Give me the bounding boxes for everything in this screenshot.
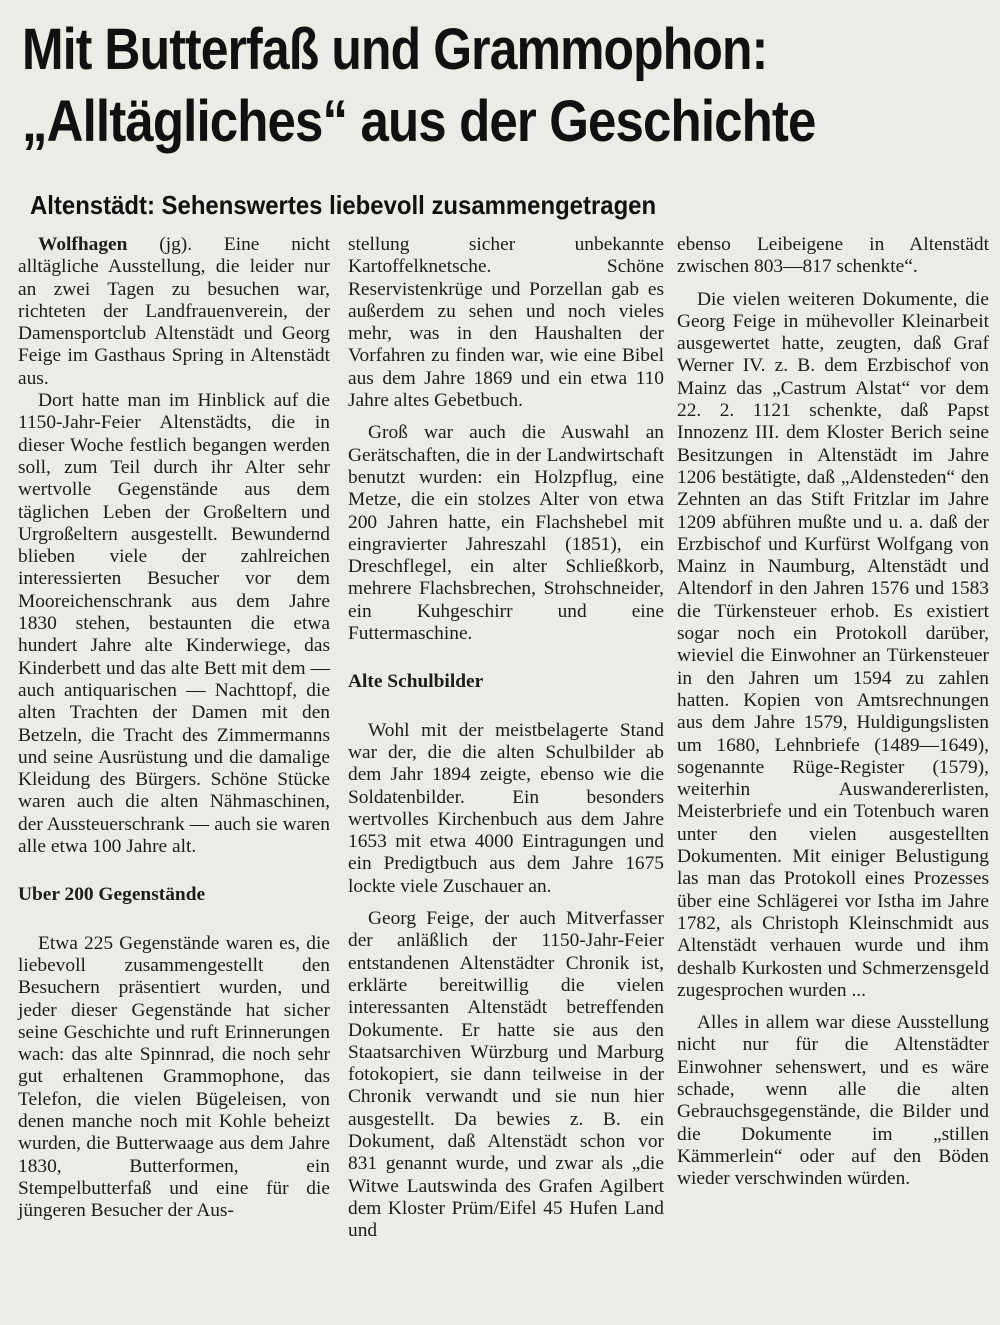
paragraph: Georg Feige, der auch Mitverfasser der anläßlich der 1150-Jahr-Feier entstandenen Altenstädter Chronik ist, erklärte bereitwillig die vielen interessanten Altenstädt betreffenden Dokumente. Er hatte sie aus den Staatsarchiven Würzburg und Marburg fotokopiert, sie dann teilweise in der Chronik verwandt und sie nun hier ausgestellt. Da bewies z. B. ein Dokument, daß Altenstädt schon vor 831 genannt wurde, und zwar als „die Witwe Lautswinda des Grafen Agilbert dem Kloster Prüm/Eifel 45 Hufen Land und	[348, 908, 664, 1242]
paragraph: Groß war auch die Auswahl an Gerätschaften, die in der Landwirtschaft benutzt wurden: ein Holzpflug, eine Metze, die ein stolzes Alter von etwa 200 Jahren hatte, ein Flachshebel mit eingravierter Jahreszahl (1851), ein Dreschflegel, ein alter Schließkorb, mehrere Flachsbrechen, Strohschneider, ein Kuhgeschirr und eine Futtermaschine.	[348, 422, 664, 645]
paragraph: Die vielen weiteren Dokumente, die Georg Feige in mühevoller Kleinarbeit ausgewertet hatte, zeugten, daß Graf Werner IV. z. B. dem Erzbischof von Mainz das „Castrum Alstat“ vor dem 22. 2. 1121 schenkte, daß Papst Innozenz III. dem Kloster Berich seine Besitzungen in Altenstädt im Jahre 1206 bestätigte, daß „Aldensteden“ den Zehnten an das Stift Fritzlar im Jahre 1209 abführen mußte und u. a. daß der Erzbischof und Kurfürst Wolfgang von Mainz in Naumburg, Altenstädt und Altendorf in den Jahren 1576 und 1583 die Türkensteuer erhob. Es existiert sogar noch ein Protokoll darüber, wieviel die Einwohner an Türkensteuer in den Jahren um 1594 zu zahlen hatten. Kopien von Amtsrechnungen aus dem Jahre 1579, Huldigungslisten um 1680, Lehnbriefe (1489—1649), sogenannte Rüge-Register (1579), weiterhin Auswandererlisten, Meisterbriefe und ein Totenbuch waren unter den vielen ausgestellten Dokumenten. Mit einiger Belustigung las man das Protokoll eines Prozesses über eine Schlägerei vor Istha im Jahre 1782, als Christoph Kleinschmidt aus Altenstädt verhauen wurde und ihm deshalb Kurkosten und Schmerzensgeld zugesprochen wurden ...	[677, 288, 989, 1001]
section-heading: Alte Schulbilder	[348, 671, 484, 693]
paragraph: Dort hatte man im Hinblick auf die 1150-Jahr-Feier Altenstädts, die in dieser Woche festlich begangen werden soll, zum Teil durch ihr Alter sehr wertvolle Gegenstände aus dem täglichen Leben der Großeltern und Urgroßeltern ausgestellt. Bewundernd blieben viele der zahlreichen interessierten Besucher vor dem Mooreichenschrank aus dem Jahre 1830 stehen, bestaunten die etwa hundert Jahre alte Kinderwiege, das Kinderbett und das alte Bett mit dem — auch antiquarischen — Nachttopf, die alten Trachten der Damen mit den Betzeln, die Tracht des Zimmermanns und seine Ausrüstung und die damalige Kleidung des Bürgers. Schöne Stücke waren auch die alten Nähmaschinen, der Aussteuerschrank — auch sie waren alle etwa 100 Jahre alt.	[18, 390, 330, 858]
intro-text: (jg). Eine nicht alltägliche Ausstellung, die leider nur an zwei Tagen zu besuchen war, richteten der Landfrauenverein, der Damensportclub Altenstädt und Georg Feige im Gasthaus Spring in Altenstädt aus.	[18, 234, 330, 389]
paragraph-continued: stellung sicher unbekannte Kartoffelknetsche. Schöne Reservistenkrüge und Porzellan gab es außerdem zu sehen und noch vieles mehr, was in den Haushalten der Vorfahren zu finden war, wie eine Bibel aus dem Jahre 1869 und ein etwa 110 Jahre altes Gebetbuch.	[348, 234, 664, 412]
headline-line-2: „Alltägliches“ aus der Geschichte	[22, 89, 816, 154]
dateline: Wolfhagen	[38, 234, 128, 255]
paragraph: Wohl mit der meistbelagerte Stand war der, die die alten Schulbilder ab dem Jahr 1894 zeigte, ebenso wie die Soldatenbilder. Ein besonders wertvolles Kirchenbuch aus dem Jahre 1653 mit etwa 4000 Eintragungen und ein Predigtbuch aus dem Jahre 1675 lockte viele Zuschauer an.	[348, 719, 664, 897]
paragraph-continued: ebenso Leibeigene in Altenstädt zwischen 803—817 schenkte“.	[677, 234, 989, 278]
paragraph: Alles in allem war diese Ausstellung nicht nur für die Altenstädter Einwohner sehenswert, und es wäre schade, wenn alle die alten Gebrauchsgegenstände, die Bilder und die Dokumente im „stillen Kämmerlein“ oder auf den Böden wieder verschwinden würden.	[677, 1012, 989, 1190]
column-3	[677, 234, 989, 1190]
column-2	[348, 234, 664, 1242]
subheadline: Altenstädt: Sehenswertes liebevoll zusammengetragen	[30, 190, 657, 220]
paragraph-intro	[18, 234, 330, 390]
column-1	[18, 234, 330, 1222]
headline	[22, 14, 982, 158]
section-heading: Uber 200 Gegenstände	[18, 884, 206, 906]
paragraph: Etwa 225 Gegenstände waren es, die liebevoll zusammengestellt den Besuchern präsentiert wurden, und jeder dieser Gegenstände hat sicher seine Geschichte und ruft Erinnerungen wach: das alte Spinnrad, die noch sehr gut erhaltenen Grammophone, das Telefon, die vielen Bügeleisen, von denen manche noch mit Kohle beheizt wurden, die Butterwaage aus dem Jahre 1830, Butterformen, ein Stempelbutterfaß und eine für die jüngeren Besucher der Aus-	[18, 932, 330, 1222]
headline-line-1: Mit Butterfaß und Grammophon:	[22, 17, 768, 82]
